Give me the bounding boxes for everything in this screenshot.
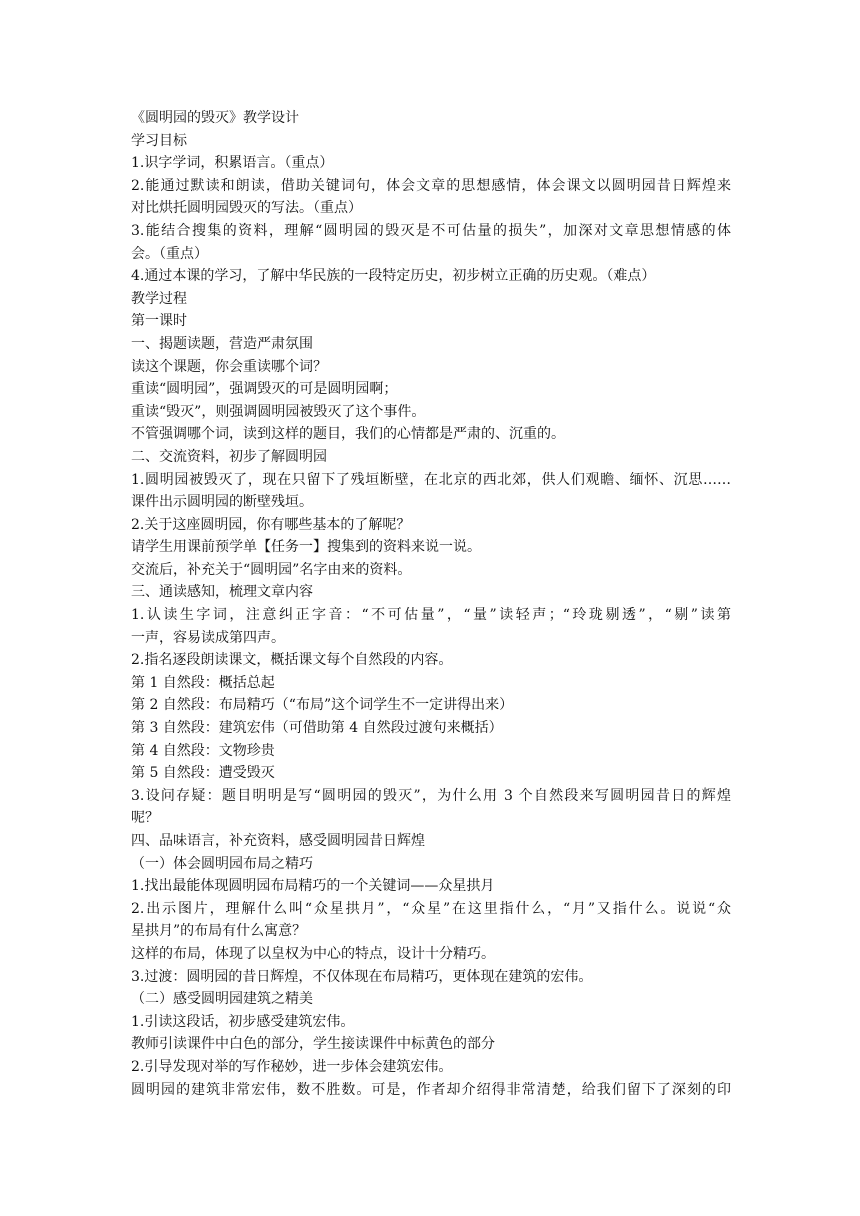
document-line: 不管强调哪个词，读到这样的题目，我们的心情都是严肃的、沉重的。 <box>131 426 565 443</box>
document-line: 学习目标 <box>131 132 187 149</box>
document-title: 《圆明园的毁灭》教学设计 <box>131 110 299 126</box>
document-line: 呢？ <box>131 810 159 827</box>
document-line: 课件出示圆明园的断壁残垣。 <box>131 494 313 511</box>
document-line: 二、交流资料，初步了解圆明园 <box>131 448 327 465</box>
document-page <box>131 107 731 1101</box>
document-line: 这样的布局，体现了以皇权为中心的特点，设计十分精巧。 <box>131 945 495 962</box>
document-line: 读这个课题，你会重读哪个词？ <box>131 358 327 375</box>
document-line: 4.通过本课的学习，了解中华民族的一段特定历史，初步树立正确的历史观。（难点） <box>131 268 656 285</box>
document-line: （二）感受圆明园建筑之精美 <box>131 991 313 1008</box>
document-line: 第 3 自然段：建筑宏伟（可借助第 4 自然段过渡句来概括） <box>131 720 503 737</box>
document-line: 教师引读课件中白色的部分，学生接读课件中标黄色的部分 <box>131 1036 495 1053</box>
document-line: 3.过渡：圆明园的昔日辉煌，不仅体现在布局精巧，更体现在建筑的宏伟。 <box>131 968 593 985</box>
document-line: 1.引读这段话，初步感受建筑宏伟。 <box>131 1013 355 1030</box>
document-line: 一、揭题读题，营造严肃氛围 <box>131 335 313 352</box>
document-line: 会。（重点） <box>131 245 208 262</box>
document-line: 一声，容易读成第四声。 <box>131 629 285 646</box>
document-line: 第 4 自然段：文物珍贵 <box>131 742 275 759</box>
document-line: 四、品味语言，补充资料，感受圆明园昔日辉煌 <box>131 833 425 849</box>
document-line: 三、通读感知，梳理文章内容 <box>131 584 313 601</box>
document-line: 第 1 自然段：概括总起 <box>131 674 275 691</box>
document-line: 2.引导发现对举的写作秘妙，进一步体会建筑宏伟。 <box>131 1058 453 1075</box>
document-line: 对比烘托圆明园毁灭的写法。（重点） <box>131 200 362 217</box>
document-line: 2.出示图片，理解什么叫“众星拱月”，“众星”在这里指什么，“月”又指什么。说说“众 <box>131 900 731 917</box>
document-line: 1.找出最能体现圆明园布局精巧的一个关键词——众星拱月 <box>131 878 495 895</box>
document-line: 重读“毁灭”，则强调圆明园被毁灭了这个事件。 <box>131 403 426 420</box>
document-body <box>131 130 731 1102</box>
document-line: 1.圆明园被毁灭了，现在只留下了残垣断壁，在北京的西北郊，供人们观瞻、缅怀、沉思…… <box>131 471 731 488</box>
document-line: 星拱月”的布局有什么寓意？ <box>131 923 307 940</box>
document-line: 请学生用课前预学单【任务一】搜集到的资料来说一说。 <box>131 539 481 556</box>
document-line: 交流后，补充关于“圆明园”名字由来的资料。 <box>131 561 412 578</box>
document-line: 1.识字学词，积累语言。（重点） <box>131 155 334 172</box>
document-line: 第一课时 <box>131 313 187 330</box>
document-line: 第 2 自然段：布局精巧（“布局”这个词学生不一定讲得出来） <box>131 697 514 714</box>
document-line: 教学过程 <box>131 290 187 307</box>
document-line: 第 5 自然段：遭受毁灭 <box>131 765 275 782</box>
document-line: 2.能通过默读和朗读，借助关键词句，体会文章的思想感情，体会课文以圆明园昔日辉煌来 <box>131 177 731 194</box>
document-line: 1.认读生字词，注意纠正字音：“不可估量”，“量”读轻声；“玲珑剔透”，“剔”读第 <box>131 607 731 624</box>
document-line: 2.指名逐段朗读课文，概括课文每个自然段的内容。 <box>131 652 453 669</box>
document-line: 圆明园的建筑非常宏伟，数不胜数。可是，作者却介绍得非常清楚，给我们留下了深刻的印 <box>131 1081 731 1098</box>
document-line: 3.能结合搜集的资料，理解“圆明园的毁灭是不可估量的损失”，加深对文章思想情感的体 <box>131 222 731 239</box>
document-line: 3.设问存疑：题目明明是写“圆明园的毁灭”，为什么用 3 个自然段来写圆明园昔日的辉煌 <box>131 787 731 804</box>
document-line: 重读“圆明园”，强调毁灭的可是圆明园啊； <box>131 381 398 398</box>
document-line: 2.关于这座圆明园，你有哪些基本的了解呢？ <box>131 516 411 533</box>
document-line: （一）体会圆明园布局之精巧 <box>131 855 313 872</box>
